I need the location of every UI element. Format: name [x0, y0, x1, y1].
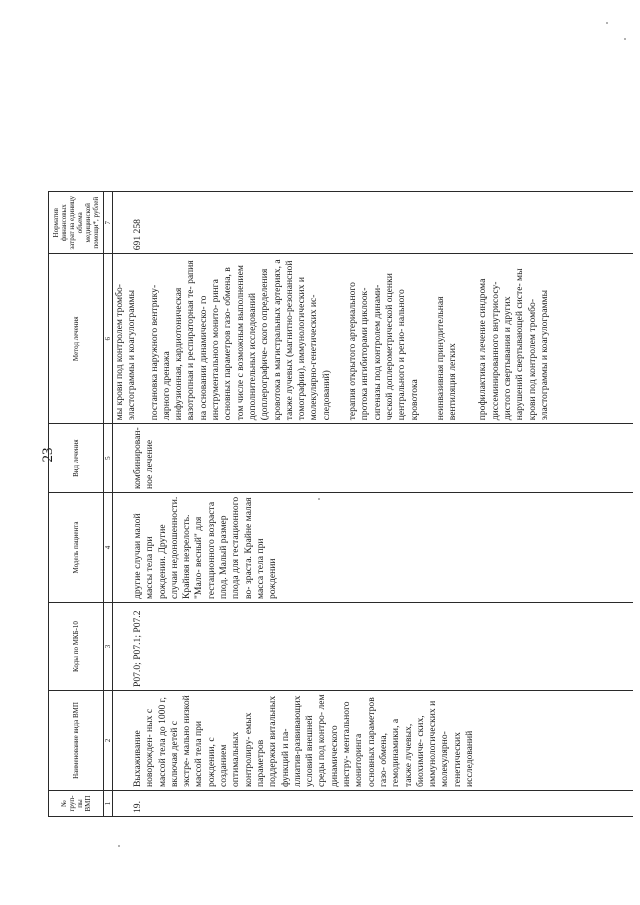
vmp-table	[48, 191, 633, 817]
header-cost-norm: Норматив финансовых затрат на единицу объема медицинской помощи*, рублей	[49, 192, 104, 254]
treatment-kind-cell	[113, 424, 633, 493]
method-item: мы крови под контролем тромбо- эластограммы и коагулограммы	[114, 284, 138, 421]
column-number: 7	[104, 192, 113, 254]
method-item: терапия открытого артериального протока ингибиторами циклоок- сигеназы под контролем динами- ческой доплерометрической оценки центрального и регио- нального кровотока	[347, 273, 420, 421]
icd-codes-cell	[113, 603, 633, 691]
patient-model: другие случаи малой массы тела при рождении. Другие случаи недоношенности. Крайняя незрелость. "Мало- весный" для гестационного возраста плод. Малый размер плода для гестационного во- зраста. Крайне малая масса тела при рождении	[132, 496, 279, 599]
method-item: инфузионная, кардиотоническая вазотропная и респираторная те- рапия на основании динамическо- го инструментального монито- ринга основных параметров газо- обмена, в том числе с возможным выполнением дополнительных исследований (доплерографиче- ского определения кровотока в магистральных артериях, а также лучевых (магнитно-резонансной томографии), иммунологических и молекулярно-генетических ис- следований)	[173, 259, 332, 421]
header-treatment-kind: Вид лечения	[49, 424, 104, 493]
patient-model-cell	[113, 493, 633, 603]
column-number: 2	[104, 691, 113, 791]
header-icd-codes: Коды по МКБ-10	[49, 603, 104, 691]
vmp-name-cell	[113, 691, 633, 791]
group-number-cell	[113, 791, 633, 817]
scan-speck	[118, 845, 120, 847]
header-row	[49, 192, 104, 817]
column-number: 1	[104, 791, 113, 817]
scan-speck	[318, 498, 320, 500]
scan-speck	[624, 38, 626, 40]
cost-norm: 691 258	[132, 219, 143, 251]
cost-norm-cell	[113, 192, 633, 254]
header-group-num: № груп- пы ВМП	[49, 791, 104, 817]
column-number: 4	[104, 493, 113, 603]
method-item: профилактика и лечение синдрома диссеминированного внутрисосу- дистого свертывания и других нарушений свертывающей систе- мы крови под контролем тромбо- эластограммы и коагулограммы	[477, 268, 550, 421]
table-row	[113, 192, 633, 817]
header-patient-model: Модель пациента	[49, 493, 104, 603]
treatment-kind: комбинирован- ное лечение	[132, 427, 156, 489]
icd-codes: P07.0; P07.1; P07.2	[132, 610, 143, 687]
method-item: постановка наружного вентрику- лярного дренажа	[148, 284, 172, 421]
scan-speck	[606, 22, 608, 24]
column-number: 6	[104, 254, 113, 424]
column-number-row	[104, 192, 113, 817]
vmp-name: Выхаживание новорожден- ных с массой тела до 1000 г, включая детей с экстре- мально низкой массой тела при рождении, с созданием оптимальных контролиру- емых параметров поддержки витальных функций и па- ллиатив-развивающих условий внешней среды под контро- лем динамического инстру- ментального мониторинга основных параметров газо- обмена, гемодинамики, а также лучевых, биохимиче- ских, иммунологических и молекулярно-генетических исследований	[132, 694, 476, 787]
group-number: 19.	[132, 801, 143, 813]
page-number: 23	[40, 447, 56, 463]
column-number: 5	[104, 424, 113, 493]
header-vmp-name: Наименование вида ВМП	[49, 691, 104, 791]
treatment-method-cell	[113, 254, 633, 424]
method-item: неинвазивная принудительная вентиляция легких	[434, 296, 459, 421]
column-number: 3	[104, 603, 113, 691]
header-treatment-method: Метод лечения	[49, 254, 104, 424]
